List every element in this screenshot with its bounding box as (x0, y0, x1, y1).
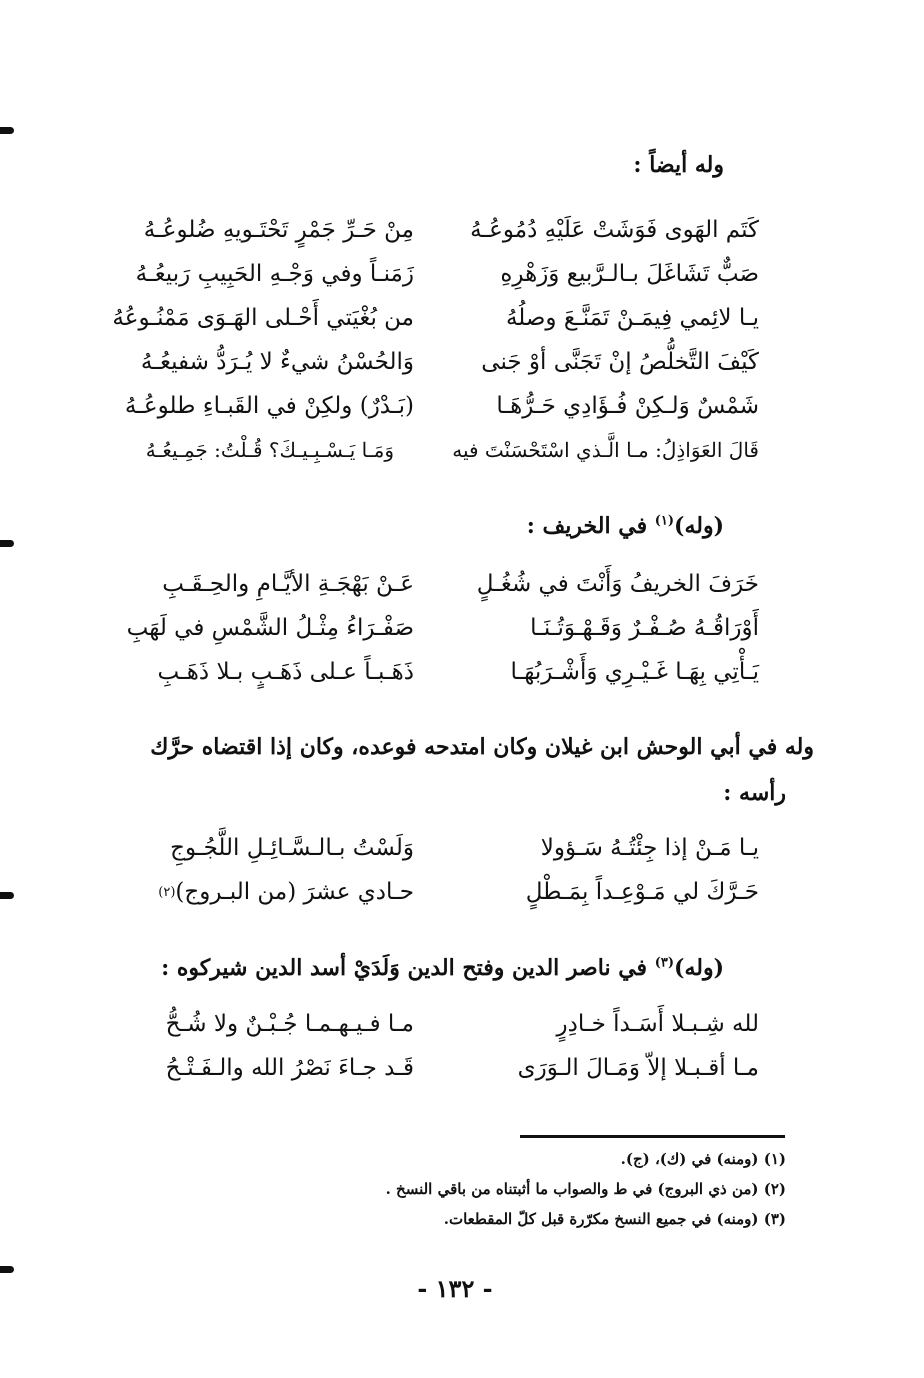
prose-intro: وله في أبي الوحش ابن غيلان وكان امتدحه فوعده، وكان إذا اقتضاه حرَّك (150, 734, 814, 760)
verse-second-hemistich: (بَـدْرٌ) ولكِنْ في القَبـاءِ طلوعُـهُ (124, 393, 414, 419)
verse-second-hemistich (114, 870, 414, 914)
verse-second-hemistich: مِنْ حَـرِّ جَمْرٍ تَحْتَـويهِ ضُلوعُـهُ (143, 217, 414, 243)
verse-second-hemistich: من بُغْيَتي أَحْـلى الهَـوَى مَمْنُـوعُهُ (112, 305, 414, 331)
verse-first-hemistich: كَيْفَ التَّخلُّصُ إنْ تَجَنَّى أوْ جَنى (481, 349, 759, 375)
verse-second-hemistich: زَمَنـاً وفي وَجْـهِ الحَبِيبِ رَبيعُـهُ (135, 261, 414, 287)
verse-first-hemistich: يـا لائِمي فِيمَـنْ تَمَنَّـعَ وصلُهُ (505, 305, 759, 331)
heading-main: (وله) (674, 513, 724, 539)
section-heading: وله أيضاً : (633, 152, 724, 178)
section-heading (527, 513, 724, 539)
verse-second-hemistich: وَمَـا يَـسْـبِـيـكَ؟ قُـلْتُ: جَمِـيعُـهُ (145, 438, 394, 462)
margin-mark (0, 127, 14, 134)
verse-first-hemistich: لله شِـبـلا أَسَـداً خـادِرٍ (556, 1011, 759, 1037)
verse-first-hemistich: كَتَم الهَوى فَوَشَتْ عَلَيْهِ دُمُوعُـهُ (470, 217, 759, 243)
verse-first-hemistich: خَرَفَ الخريفُ وَأَنْتَ في شُغُـلٍ (476, 571, 759, 597)
page-number: - ١٣٢ - (417, 1274, 493, 1303)
verse-second-hemistich: صَفْـرَاءُ مِثْـلُ الشَّمْسِ في لَهَبِ (126, 615, 414, 641)
footnote: (١) (ومنه) في (ك)، (ج). (620, 1150, 786, 1168)
heading-main: (وله) (674, 955, 724, 981)
margin-mark (0, 1266, 14, 1273)
verse-second-hemistich: عَـنْ بَهْجَـةِ الأيَّـامِ والحِـقَـبِ (162, 571, 414, 597)
footnote-ref: (٢) (158, 884, 176, 900)
verse-first-hemistich: صَبٌّ تَشَاغَلَ بـالـرَّبيع وَزَهْرِهِ (500, 261, 759, 287)
verse-second-hemistich: مـا فـيـهـمـا جُـبْـنٌ ولا شُـحُّ (165, 1011, 414, 1037)
footnote-ref: (١) (654, 513, 675, 529)
verse-first-hemistich: أَوْرَاقُـهُ صُـفْـرٌ وَقَـهْـوَتُـنَـا (530, 615, 759, 641)
heading-rest: في الخريف : (526, 513, 655, 539)
verse-text: حـادي عشرَ (من البـروج) (175, 879, 414, 905)
footnote-ref: (٣) (654, 955, 675, 971)
verse-first-hemistich: يَـأْتِي بِهَـا غَـيْـرِي وَأَشْـرَبُهَـا (510, 659, 759, 685)
footnote: (٣) (ومنه) في جميع النسخ مكرّرة قبل كلّ المقطعات. (443, 1210, 786, 1228)
footnote-rule (520, 1135, 785, 1138)
verse-first-hemistich: حَـرَّكَ لي مَـوْعِـداً بِمَـطْلٍ (525, 879, 759, 905)
verse-second-hemistich: ذَهَـبـاً عـلى ذَهَـبٍ بـلا ذَهَـبِ (157, 659, 414, 685)
verse-first-hemistich: يـا مَـنْ إذا جِئْتُـهُ سَـؤولا (540, 835, 759, 861)
heading-rest: في ناصر الدين وفتح الدين وَلَدَيْ أسد الدين شيركوه : (161, 955, 655, 981)
verse-second-hemistich: قَـد جـاءَ نَصْرُ الله والـفَـتْـحُ (165, 1055, 414, 1081)
verse-second-hemistich: وَلَسْتُ بـالـسَّـائِـلِ اللَّجُـوجِ (170, 835, 414, 861)
margin-mark (0, 540, 14, 547)
verse-first-hemistich: شَمْسٌ وَلـكِنْ فُـؤَادِي حَـرُّهَـا (496, 393, 759, 419)
verse-first-hemistich: قَالَ العَوَاذِلُ: مـا الَّـذي اسْتَحْسَنْتَ فيه (452, 438, 759, 462)
verse-first-hemistich: مـا أقـبـلا إلاّ وَمَـالَ الـوَرَى (517, 1055, 759, 1081)
margin-mark (0, 892, 14, 899)
verse-second-hemistich: وَالحُسْنُ شيءٌ لا يُـرَدُّ شفيعُـهُ (140, 349, 414, 375)
section-heading (161, 955, 724, 981)
footnote: (٢) (من ذي البروج) في ط والصواب ما أثبتناه من باقي النسخ . (385, 1180, 786, 1198)
prose-intro-continued: رأسه : (723, 780, 786, 806)
